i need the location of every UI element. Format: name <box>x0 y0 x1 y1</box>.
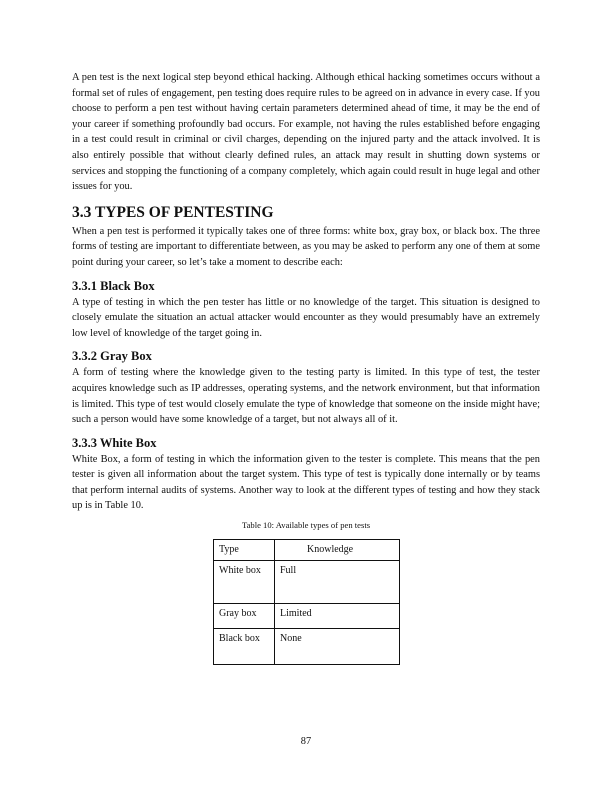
table-cell-type: Gray box <box>214 604 275 629</box>
table-row <box>214 561 400 604</box>
pen-test-types-table <box>213 539 400 665</box>
table-row <box>214 604 400 629</box>
section-paragraph: When a pen test is performed it typically takes one of three forms: white box, gray box, or black box. The three forms of testing are important to differentiate between, as you may be asked to perform any one of them at some point during your career, so let’s take a moment to describe each: <box>72 225 540 268</box>
document-page <box>72 70 540 665</box>
page-number: 87 <box>300 736 312 747</box>
table-header-knowledge: Knowledge <box>275 540 400 561</box>
table-header-type: Type <box>214 540 275 561</box>
subsection-paragraph-black-box: A type of testing in which the pen tester has little or no knowledge of the target. This situation is designed to closely emulate the situation an actual attacker would encounter as they would presumably have an extremely low level of knowledge of the target going in. <box>72 296 540 339</box>
table-cell-knowledge: Limited <box>275 604 400 629</box>
table-caption: Table 10: Available types of pen tests <box>241 520 371 531</box>
table-cell-knowledge: Full <box>275 561 400 604</box>
subsection-heading-black-box: 3.3.1 Black Box <box>72 278 155 293</box>
subsection-paragraph-white-box: White Box, a form of testing in which the information given to the tester is complete. This means that the pen tester is given all information about the target system. This type of test is typically done internally or by teams that perform internal audits of systems. Another way to look at the different types of testing and how they stack up is in Table 10. <box>72 453 540 512</box>
intro-paragraph: A pen test is the next logical step beyond ethical hacking. Although ethical hacking sometimes occurs without a formal set of rules of engagement, pen testing does require rules to be agreed on in advance in every case. If you choose to perform a pen test without having certain parameters determined ahead of time, it may be the end of your career if something profoundly bad occurs. For example, not having the rules established before engaging in a test could result in criminal or civil charges, depending on the injured party and the attack involved. It is also entirely possible that without clearly defined rules, an attack may result in shutting down systems or services and stopping the functioning of a company completely, which again could result in huge legal and other issues for you. <box>72 72 540 193</box>
table-cell-knowledge: None <box>275 629 400 665</box>
table-header-row <box>214 540 400 561</box>
subsection-paragraph-gray-box: A form of testing where the knowledge given to the testing party is limited. In this type of test, the tester acquires knowledge such as IP addresses, operating systems, and the network environment, but that information is limited. This type of test would closely emulate the type of knowledge that someone on the inside might have; such a person would have some knowledge of a target, but not always all of it. <box>72 367 540 426</box>
subsection-heading-gray-box: 3.3.2 Gray Box <box>72 349 152 364</box>
table-cell-type: White box <box>214 561 275 604</box>
section-heading: 3.3 TYPES OF PENTESTING <box>72 203 274 221</box>
table-cell-type: Black box <box>214 629 275 665</box>
table-row <box>214 629 400 665</box>
subsection-heading-white-box: 3.3.3 White Box <box>72 435 157 450</box>
